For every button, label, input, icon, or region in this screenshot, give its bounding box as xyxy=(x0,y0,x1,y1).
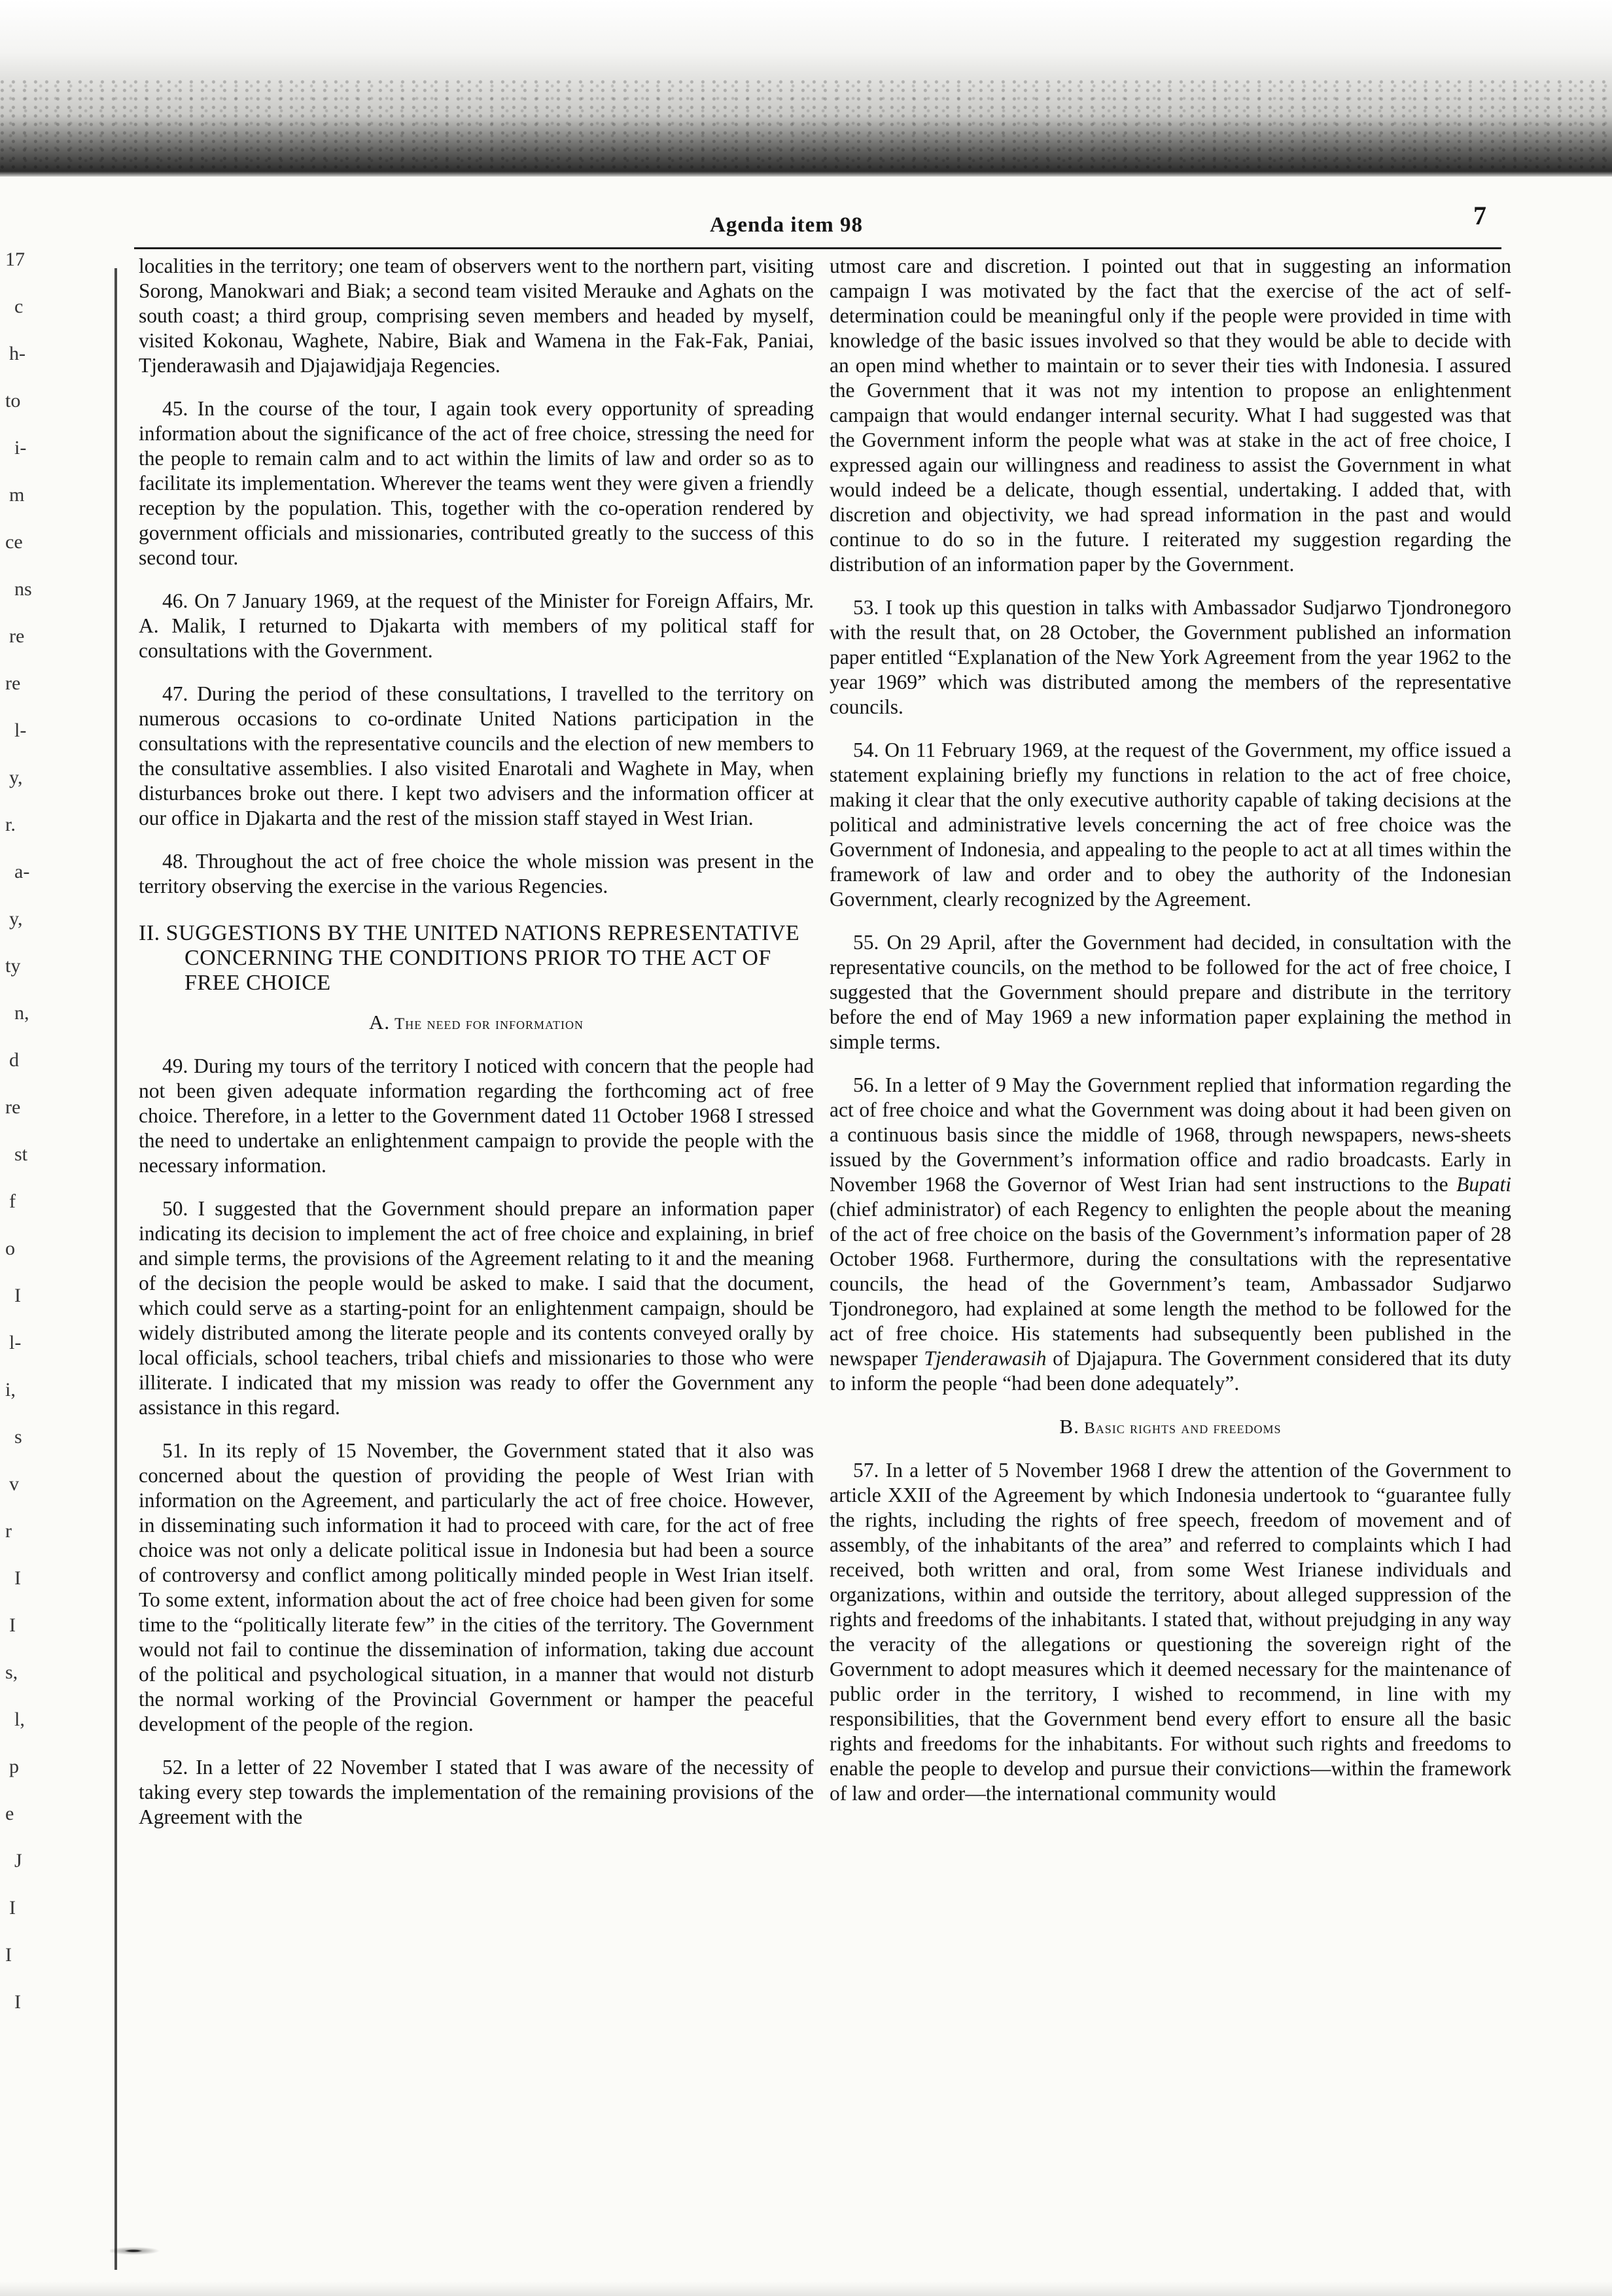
margin-fragment: re xyxy=(9,625,25,647)
paragraph-55: 55. On 29 April, after the Government had decided, in consultation with the representative councils, on the method to be followed for the act of free choice, I suggested that the Government should prepare and distribute in the territory before the end of May 1969 a new information paper explaining the method in simple terms. xyxy=(830,931,1511,1053)
margin-fragment: I xyxy=(14,1567,21,1589)
subheading-letter: B. xyxy=(1059,1415,1079,1438)
section-heading: II. SUGGESTIONS BY THE UNITED NATIONS REPRESENTATIVE CONCERNING THE CONDITIONS PRIOR TO THE ACT OF FREE CHOICE xyxy=(139,921,800,995)
margin-fragment: l, xyxy=(14,1709,25,1730)
margin-fragment: l- xyxy=(14,720,27,741)
margin-fragment: re xyxy=(5,1096,21,1118)
paragraph-44-continued: localities in the territory; one team of observers went to the northern part, visiting Sorong, Manokwari and Biak; a second team visited Merauke and Aghats on the south coast; a third group, comprising seven members and headed by myself, visited Kokonau, Waghete, Nabire, Biak and Wamena in the Fak-Fak, Paniai, Tjenderawasih and Djajawidjaja Regencies. xyxy=(139,254,814,377)
right-column xyxy=(830,254,1511,1824)
margin-fragment: J xyxy=(14,1850,22,1871)
margin-fragment: f xyxy=(9,1191,16,1212)
facing-page-margin xyxy=(0,249,118,2080)
paragraph-48: 48. Throughout the act of free choice the whole mission was present in the territory observing the exercise in the various Regencies. xyxy=(139,850,814,897)
margin-fragment: st xyxy=(14,1143,28,1165)
newspaper-name: Tjenderawasih xyxy=(924,1347,1047,1370)
paragraph-56-part-b: (chief administrator) of each Regency to enlighten the people about the meaning of the act of free choice on the basis of the Government’s information paper of 28 October 1968. Furthermore, during the consultations with the representative councils, the head of the Government’s team, Ambassador Sudjarwo Tjondronegoro, had explained at some length the method to be followed for the act of free choice. His statements had subsequently been published in the newspaper xyxy=(830,1198,1511,1370)
paragraph-56-part-c: of Djajapura. The Government considered that its duty to inform the people “had been done adequately”. xyxy=(830,1347,1511,1395)
margin-fragment: h- xyxy=(9,343,26,364)
margin-fragment: i, xyxy=(5,1379,16,1400)
margin-fragment: c xyxy=(14,296,24,317)
paragraph-56 xyxy=(830,1073,1511,1396)
margin-fragment: l- xyxy=(9,1332,22,1353)
margin-fragment: ty xyxy=(5,955,21,977)
ink-blot xyxy=(110,2242,188,2259)
margin-fragment: s, xyxy=(5,1661,18,1683)
subheading-letter: A. xyxy=(369,1011,391,1034)
paragraph-54: 54. On 11 February 1969, at the request of the Government, my office issued a statement explaining briefly my functions in relation to the act of free choice, making it clear that the only executive authority capable of taking decisions at the political and administrative levels concerning the act of free choice was the Government of Indonesia, and appealing to the people to act at all times within the framework of law and order and to obey the authority of the Indonesian Government, clearly recognized by the Agreement. xyxy=(830,739,1511,911)
paragraph-45: 45. In the course of the tour, I again took every opportunity of spreading information about the significance of the act of free choice, stressing the need for the people to remain calm and to act within the limits of law and order so as to facilitate its implementation. Wherever the teams went they were given a friendly reception by the population. This, together with the co-operation rendered by government officials and missionaries, contributed greatly to the success of this second tour. xyxy=(139,397,814,569)
margin-fragment: m xyxy=(9,484,25,506)
page-number: 7 xyxy=(1473,201,1486,230)
term-bupati: Bupati xyxy=(1456,1173,1511,1196)
paragraph-49: 49. During my tours of the territory I noticed with concern that the people had not been given adequate information regarding the forthcoming act of free choice. Therefore, in a letter to the Government dated 11 October 1968 I stressed the need to undertake an enlightenment campaign to provide the people with the necessary information. xyxy=(139,1054,814,1177)
margin-fragment: ns xyxy=(14,578,32,600)
paragraph-52-continued: utmost care and discretion. I pointed out that in suggesting an information campaign I was motivated by the fact that the exercise of the act of self-determination could be meaningful only if the people were provided in time with knowledge of the basic issues involved so that they would be able to decide with an open mind whether to maintain or to sever their ties with Indonesia. I assured the Government that it was not my intention to propose an enlightenment campaign that would endanger internal security. What I had suggested was that the Government inform the people what was at stake in the act of free choice, I expressed again our willingness and readiness to assist the Government in what would indeed be a delicate, though essential, undertaking. I added that, with discretion and objectivity, we had spread information in the past and would continue to do so in the future. I reiterated my suggestion regarding the distribution of an information paper by the Government. xyxy=(830,254,1511,576)
margin-fragment: I xyxy=(14,1991,21,2013)
subheading-need-for-information xyxy=(139,1010,814,1037)
margin-fragment: I xyxy=(14,1285,21,1306)
paragraph-51: 51. In its reply of 15 November, the Government stated that it also was concerned about the question of providing the people of West Irian with information on the Agreement, and particularly the act of free choice. However, in disseminating such information it had to proceed with care, for the act of free choice was not only a delicate political issue in Indonesia but had been a source of controversy and conflict among politically minded people in West Irian itself. To some extent, information about the act of free choice had been given for some time to the “politically literate few” in the cities of the territory. The Government would not fail to continue the dissemination of information, taking due account of the political and psychological situation, in a manner that would not disturb the normal working of the Provincial Government or hamper the peaceful development of the people of the region. xyxy=(139,1439,814,1735)
margin-fragment: I xyxy=(5,1944,12,1966)
paragraph-52: 52. In a letter of 22 November I stated that I was aware of the necessity of taking every step towards the implementation of the remaining provisions of the Agreement with the xyxy=(139,1756,814,1828)
margin-fragment: y, xyxy=(9,908,23,930)
scan-shadow-bottom xyxy=(0,2282,1612,2296)
margin-fragment: o xyxy=(5,1238,15,1259)
margin-fragment: p xyxy=(9,1756,19,1777)
margin-fragment: v xyxy=(9,1473,19,1495)
margin-fragment: I xyxy=(9,1614,16,1636)
binding-edge xyxy=(114,268,117,2270)
paragraph-47: 47. During the period of these consultations, I travelled to the territory on numerous occasions to co-ordinate United Nations participation in the consultations with the representative councils and the election of new members to the consultative assemblies. I also visited Enarotali and Waghete in May, when disturbances broke out there. I kept two advisers and the information officer at our office in Djakarta and the rest of the mission staff stayed in West Irian. xyxy=(139,682,814,829)
margin-fragment: ce xyxy=(5,531,23,553)
margin-fragment: a- xyxy=(14,861,30,882)
paragraph-53: 53. I took up this question in talks with Ambassador Sudjarwo Tjondronegoro with the result that, on 28 October, the Government published an information paper entitled “Explanation of the New York Agreement from the year 1962 to the year 1969” which was distributed among the members of the representative councils. xyxy=(830,596,1511,718)
margin-fragment: y, xyxy=(9,767,23,788)
paragraph-50: 50. I suggested that the Government should prepare an information paper indicating its decision to implement the act of free choice and explaining, in brief and simple terms, the provisions of the Agreement relating to it and the meaning of the decision the people would be asked to make. I said that the document, which could serve as a starting-point for an enlightenment campaign, should be widely distributed among the literate people and its contents conveyed orally by local officials, school teachers, tribal chiefs and missionaries to those who were illiterate. I indicated that my mission was ready to offer the Government any assistance in this regard. xyxy=(139,1197,814,1419)
margin-fragment: r xyxy=(5,1520,12,1542)
paragraph-56-part-a: 56. In a letter of 9 May the Government replied that information regarding the act of free choice and what the Government was doing about it had been given on a continuous basis since the middle of 1968, through newspapers, news-sheets issued by the Government’s information office and radio broadcasts. Early in November 1968 the Governor of West Irian had sent instructions to the xyxy=(830,1073,1511,1196)
margin-fragment: i- xyxy=(14,437,27,459)
margin-fragment: s xyxy=(14,1426,22,1448)
margin-fragment: d xyxy=(9,1049,19,1071)
margin-fragment: I xyxy=(9,1897,16,1919)
subheading-basic-rights xyxy=(830,1414,1511,1441)
header-rule xyxy=(134,247,1501,249)
scan-noise xyxy=(0,78,1612,170)
margin-fragment: re xyxy=(5,672,21,694)
subheading-text: Basic rights and freedoms xyxy=(1084,1419,1282,1437)
subheading-text: The need for information xyxy=(394,1015,584,1033)
margin-fragment: to xyxy=(5,390,21,411)
paragraph-57: 57. In a letter of 5 November 1968 I drew the attention of the Government to article XXII of the Agreement by which Indonesia undertook to “guarantee fully the rights, including the rights of free speech, freedom of movement and of assembly, of the inhabitants of the area” and referred to complaints which I had received, both written and oral, from some West Irianese individuals and organizations, within and outside the territory, about alleged suppression of the rights and freedoms of the inhabitants. I stated that, without prejudging in any way the veracity of the allegations or questioning the sovereign right of the Government to adopt measures which it deemed necessary for the maintenance of public order in the territory, I wished to recommend, in line with my responsibilities, that the Government bend every effort to ensure all the basic rights and freedoms for the inhabitants. For without such rights and freedoms to enable the people to develop and pursue their convictions—within the framework of law and order—the international community would xyxy=(830,1459,1511,1805)
left-column xyxy=(139,254,814,1848)
margin-fragment: e xyxy=(5,1803,14,1824)
running-head: Agenda item 98 xyxy=(710,213,863,237)
margin-fragment: 17 xyxy=(5,249,25,270)
paragraph-46: 46. On 7 January 1969, at the request of the Minister for Foreign Affairs, Mr. A. Malik, I returned to Djakarta with members of my political staff for consultations with the Government. xyxy=(139,589,814,662)
margin-fragment: r. xyxy=(5,814,16,835)
margin-fragment: n, xyxy=(14,1002,29,1024)
